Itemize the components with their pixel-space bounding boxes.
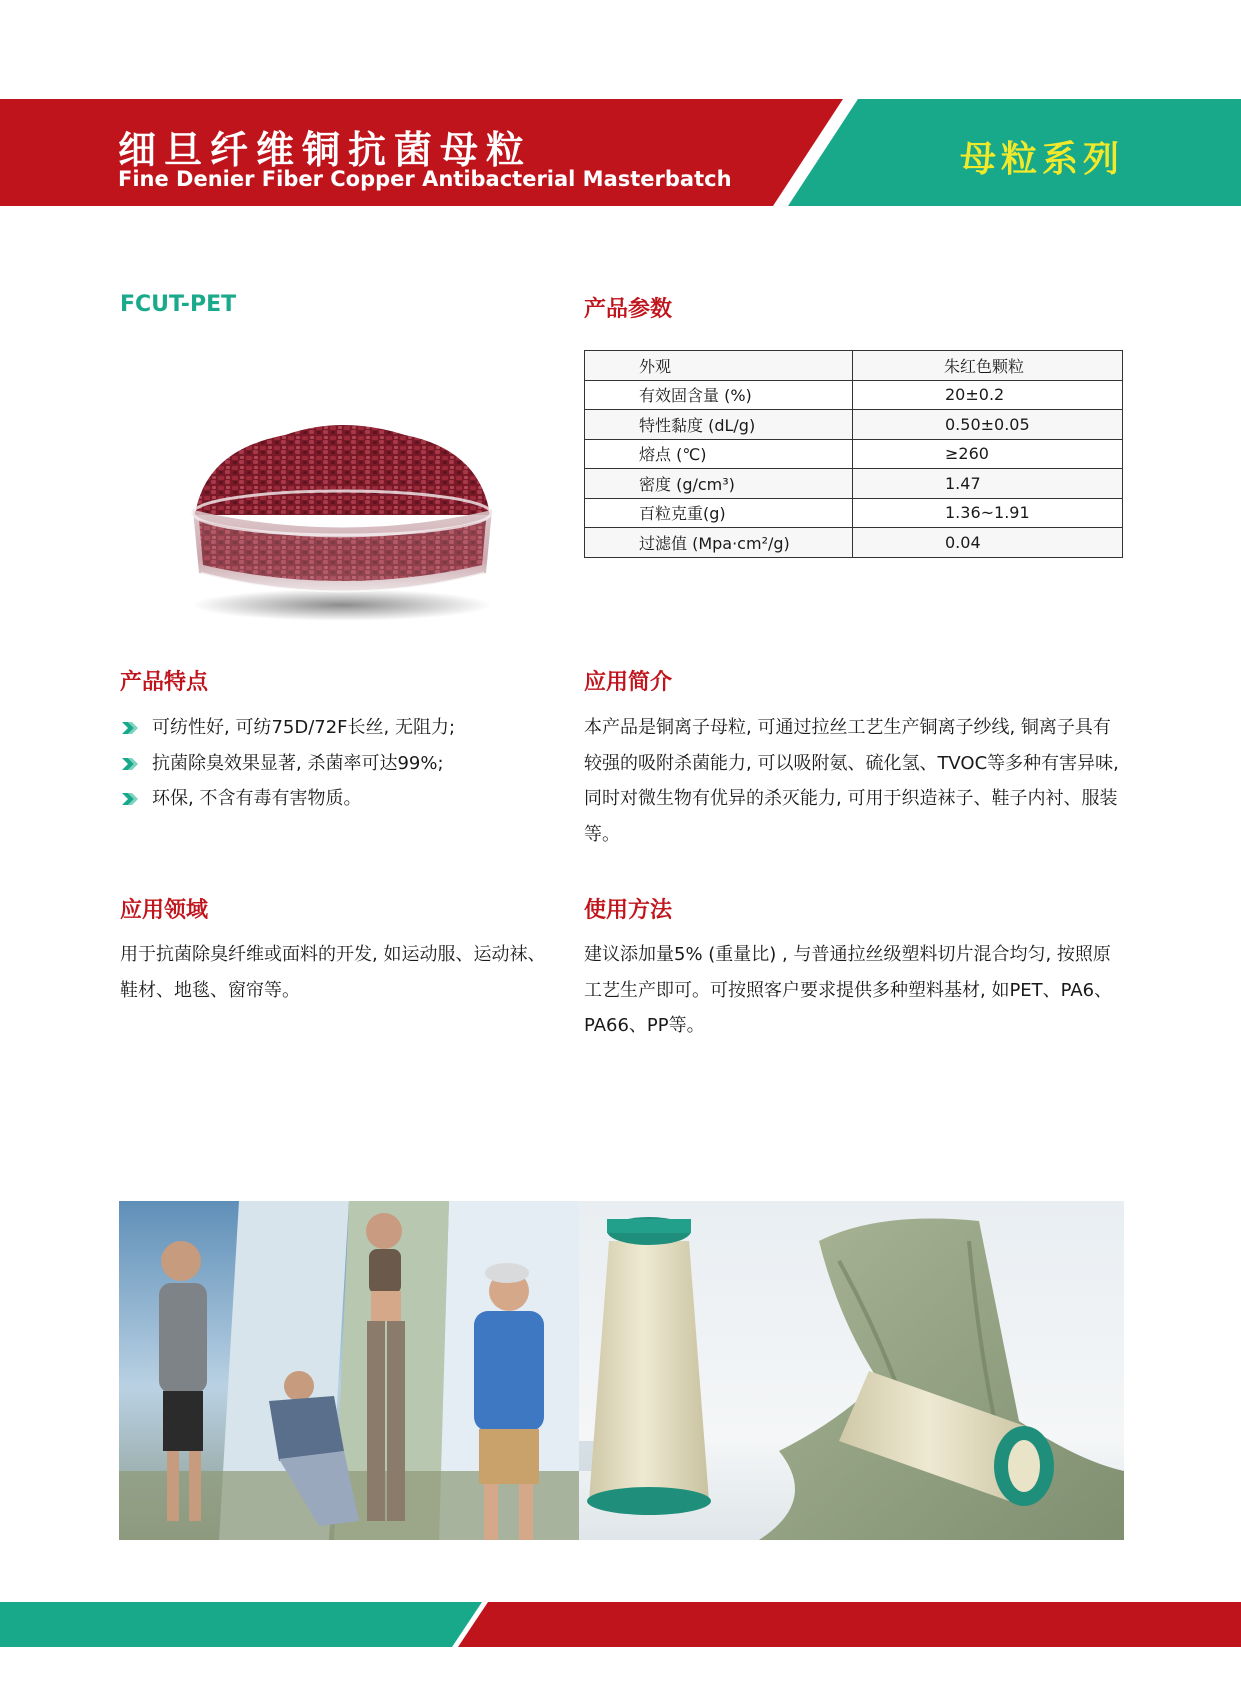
table-row <box>585 380 1123 410</box>
series-label: 母粒系列 <box>960 139 1125 180</box>
feature-text: 环保, 不含有毒有害物质。 <box>152 788 362 809</box>
param-value: 1.47 <box>853 469 1123 499</box>
fields-text: 用于抗菌除臭纤维或面料的开发, 如运动服、运动袜、鞋材、地毯、窗帘等。 <box>120 944 546 1001</box>
chevron-right-icon <box>122 722 138 734</box>
list-item <box>120 710 455 746</box>
param-key: 外观 <box>585 351 853 381</box>
header-banner <box>0 99 1241 206</box>
usage-title: 使用方法 <box>584 898 673 923</box>
list-item <box>120 781 455 817</box>
param-key: 密度 (g/cm³) <box>585 469 853 499</box>
params-title: 产品参数 <box>584 297 673 322</box>
chevron-right-icon <box>122 758 138 770</box>
product-title-en: Fine Denier Fiber Copper Antibacterial Masterbatch <box>118 167 732 191</box>
param-key: 熔点 (℃) <box>585 439 853 469</box>
footer-band <box>0 1602 1241 1647</box>
product-title-cn: 细旦纤维铜抗菌母粒 <box>118 128 533 172</box>
application-photo-collage <box>119 1201 1124 1540</box>
table-row <box>585 439 1123 469</box>
param-value: 20±0.2 <box>853 380 1123 410</box>
param-value: 0.50±0.05 <box>853 410 1123 440</box>
intro-title: 应用简介 <box>584 670 673 695</box>
fields-title: 应用领域 <box>120 898 209 923</box>
feature-text: 抗菌除臭效果显著, 杀菌率可达99%; <box>152 752 444 774</box>
param-key: 有效固含量 (%) <box>585 380 853 410</box>
features-title: 产品特点 <box>120 670 209 695</box>
param-key: 特性黏度 (dL/g) <box>585 410 853 440</box>
intro-text: 本产品是铜离子母粒, 可通过拉丝工艺生产铜离子纱线, 铜离子具有较强的吸附杀菌能力, 可以吸附氨、硫化氢、TVOC等多种有害异味, 同时对微生物有优异的杀灭能力, 可用于织造袜子、鞋子内衬、服装等。 <box>584 717 1119 845</box>
pellet-dish-image <box>175 405 510 625</box>
params-table <box>584 350 1123 558</box>
feature-text: 可纺性好, 可纺75D/72F长丝, 无阻力; <box>152 717 456 738</box>
features-list <box>120 710 455 817</box>
table-row <box>585 469 1123 499</box>
param-value: 1.36~1.91 <box>853 498 1123 528</box>
table-row <box>585 410 1123 440</box>
param-value: 朱红色颗粒 <box>853 351 1123 381</box>
product-code: FCUT-PET <box>120 292 237 317</box>
usage-text: 建议添加量5% (重量比) , 与普通拉丝级塑料切片混合均匀, 按照原工艺生产即可。可按照客户要求提供多种塑料基材, 如PET、PA6、PA66、PP等。 <box>584 944 1113 1036</box>
param-value: ≥260 <box>853 439 1123 469</box>
list-item <box>120 746 455 782</box>
param-value: 0.04 <box>853 528 1123 558</box>
chevron-right-icon <box>122 793 138 805</box>
table-row <box>585 351 1123 381</box>
table-row <box>585 528 1123 558</box>
param-key: 百粒克重(g) <box>585 498 853 528</box>
param-key: 过滤值 (Mpa·cm²/g) <box>585 528 853 558</box>
table-row <box>585 498 1123 528</box>
